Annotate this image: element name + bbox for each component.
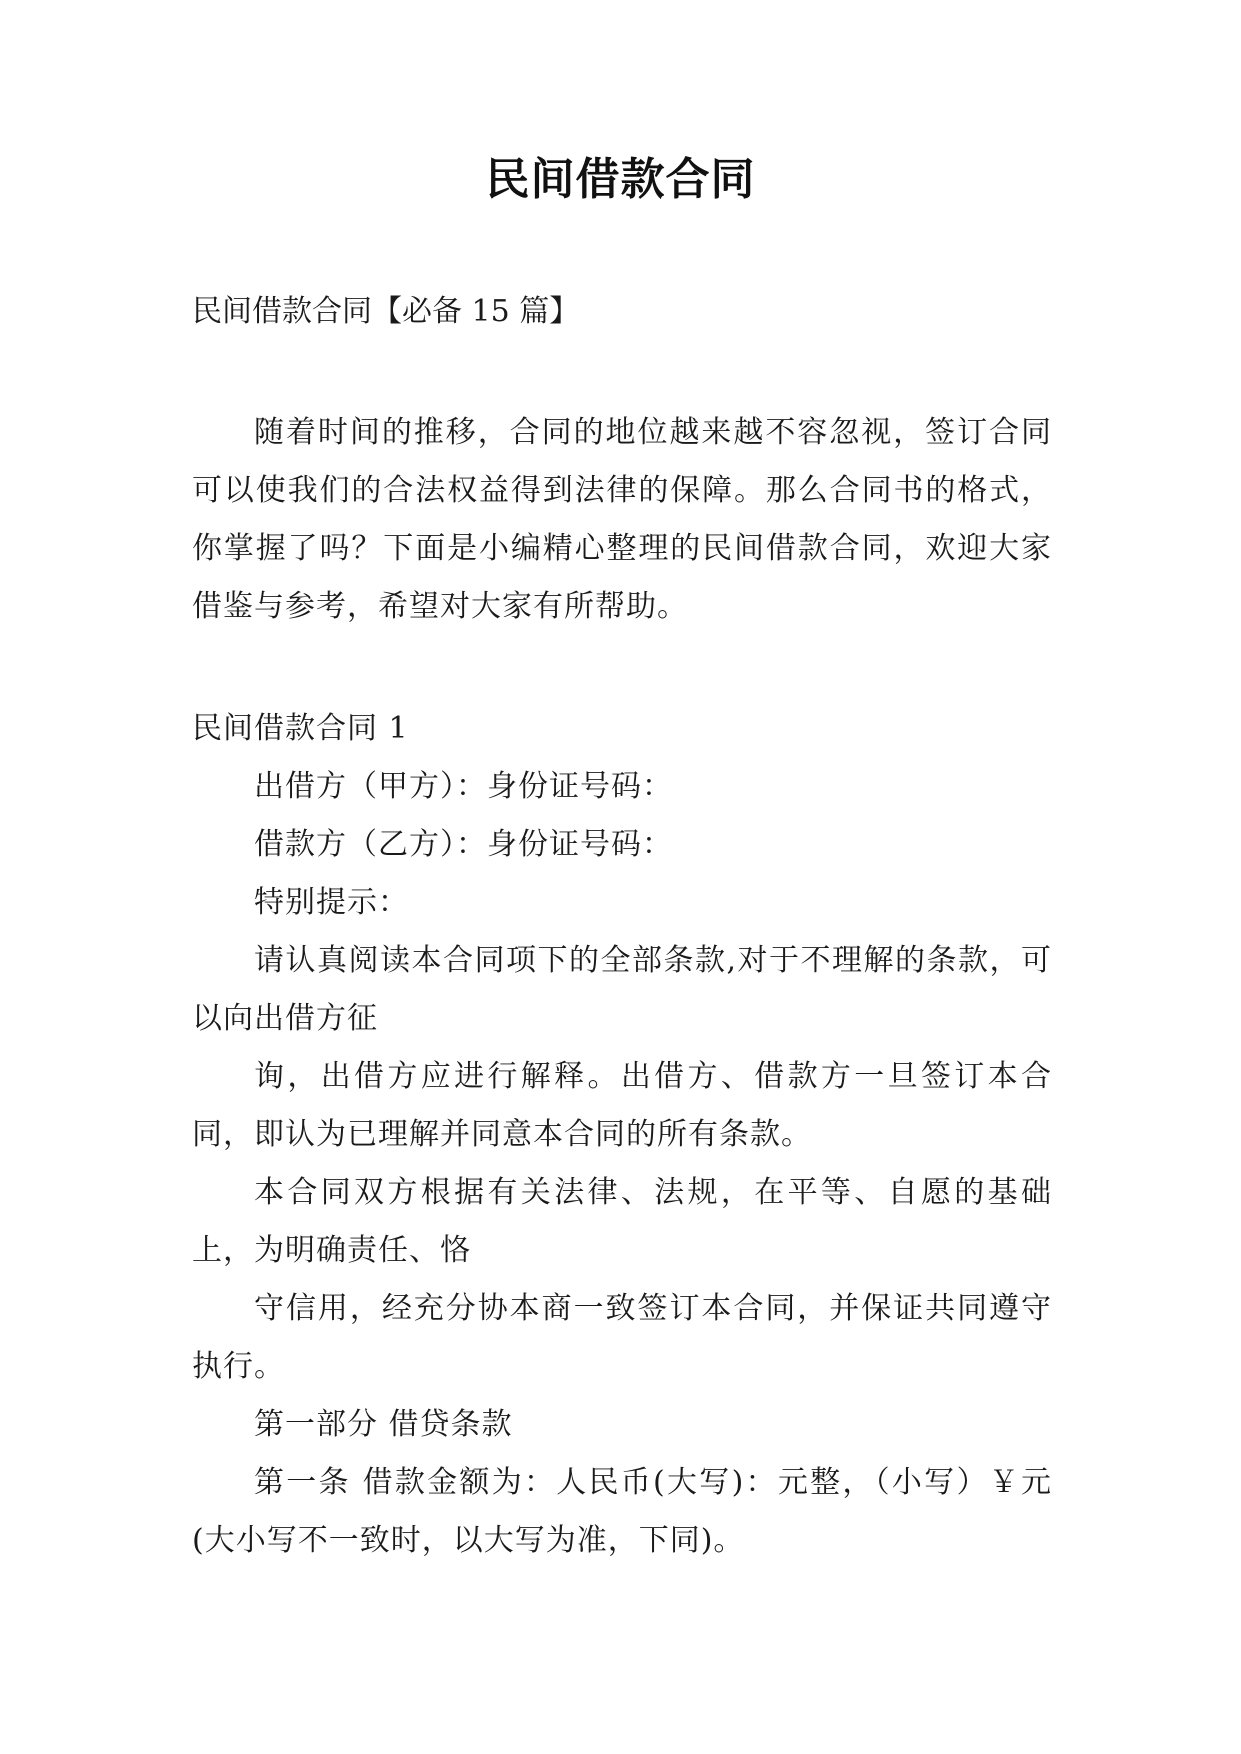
notice-label: 特别提示： [254, 885, 409, 920]
contract-body [192, 700, 1052, 1570]
notice-paragraph-1: 请认真阅读本合同项下的全部条款,对于不理解的条款，可以向出借方征 [192, 943, 1052, 1036]
notice-paragraph-2: 询，出借方应进行解释。出借方、借款方一旦签订本合同，即认为已理解并同意本合同的所有条款。 [192, 1059, 1052, 1152]
document-title: 民间借款合同 [485, 154, 756, 205]
intro-paragraph: 随着时间的推移，合同的地位越来越不容忽视，签订合同可以使我们的合法权益得到法律的保障。那么合同书的格式，你掌握了吗？下面是小编精心整理的民间借款合同，欢迎大家借鉴与参考，希望对大家有所帮助。 [192, 415, 1052, 624]
part-one-heading: 第一部分 借贷条款 [254, 1407, 513, 1442]
document-subtitle: 民间借款合同【必备 15 篇】 [192, 294, 580, 329]
borrower-line: 借款方（乙方）：身份证号码： [254, 827, 673, 862]
contract-heading: 民间借款合同 1 [192, 711, 409, 746]
lender-line: 出借方（甲方）：身份证号码： [254, 769, 673, 804]
preamble-paragraph-1: 本合同双方根据有关法律、法规，在平等、自愿的基础上，为明确责任、恪 [192, 1175, 1052, 1268]
preamble-paragraph-2: 守信用，经充分协本商一致签订本合同，并保证共同遵守执行。 [192, 1291, 1052, 1384]
article-one: 第一条 借款金额为：人民币(大写)：元整，（小写）￥元(大小写不一致时，以大写为准，下同)。 [192, 1465, 1052, 1558]
